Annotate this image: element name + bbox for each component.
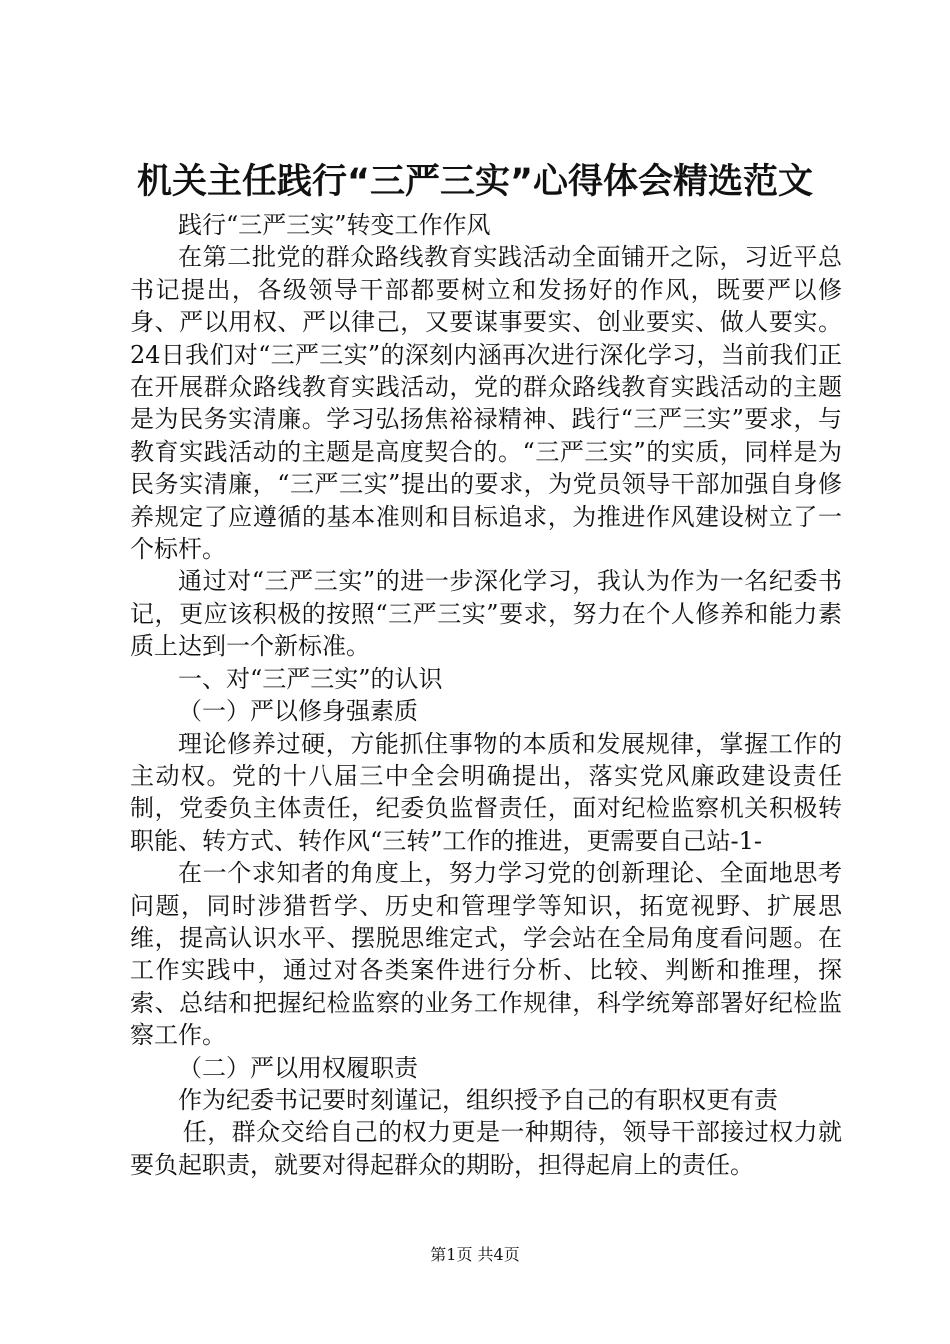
subsection-heading: （一）严以修身强素质 (178, 697, 418, 726)
section-subtitle: 践行“三严三实”转变工作作风 (178, 211, 491, 239)
document-title: 机关主任践行“三严三实”心得体会精选范文 (136, 162, 813, 202)
page-footer: 第1页 共4页 (430, 1245, 520, 1264)
paragraph: 通过对“三严三实”的进一步深化学习，我认为作为一名纪委书记，更应该积极的按照“三严三实”要求，努力在个人修养和能力素质上达到一个新标准。 (130, 567, 842, 661)
paragraph: 作为纪委书记要时刻谨记，组织授予自己的有职权更有责 (178, 1085, 778, 1114)
paragraph: 任，群众交给自己的权力更是一种期待，领导干部接过权力就要负起职责，就要对得起群众的期盼，担得起肩上的责任。 (130, 1118, 842, 1179)
paragraph: 理论修养过硬，方能抓住事物的本质和发展规律，掌握工作的主动权。党的十八届三中全会明确提出，落实党风廉政建设责任制，党委负主体责任，纪委负监督责任，面对纪检监察机关积极转职能、转方式、转作风“三转”工作的推进，更需要自己站-1- (130, 729, 842, 855)
subsection-heading: （二）严以用权履职责 (178, 1053, 418, 1082)
section-heading: 一、对“三严三实”的认识 (178, 664, 443, 693)
paragraph: 在一个求知者的角度上，努力学习党的创新理论、全面地思考问题，同时涉猎哲学、历史和管理学等知识，拓宽视野、扩展思维，提高认识水平、摆脱思维定式，学会站在全局角度看问题。在工作实践中，通过对各类案件进行分析、比较、判断和推理，探索、总结和把握纪检监察的业务工作规律，科学统筹部署好纪检监察工作。 (130, 859, 842, 1050)
document-body (130, 209, 842, 1181)
paragraph: 在第二批党的群众路线教育实践活动全面铺开之际，习近平总书记提出，各级领导干部都要树立和发扬好的作风，既要严以修身、严以用权、严以律己，又要谋事要实、创业要实、做人要实。24日我们对“三严三实”的深刻内涵再次进行深化学习，当前我们正在开展群众路线教育实践活动，党的群众路线教育实践活动的主题是为民务实清廉。学习弘扬焦裕禄精神、践行“三严三实”要求，与教育实践活动的主题是高度契合的。“三严三实”的实质，同样是为民务实清廉，“三严三实”提出的要求，为党员领导干部加强自身修养规定了应遵循的基本准则和目标追求，为推进作风建设树立了一个标杆。 (130, 243, 842, 564)
